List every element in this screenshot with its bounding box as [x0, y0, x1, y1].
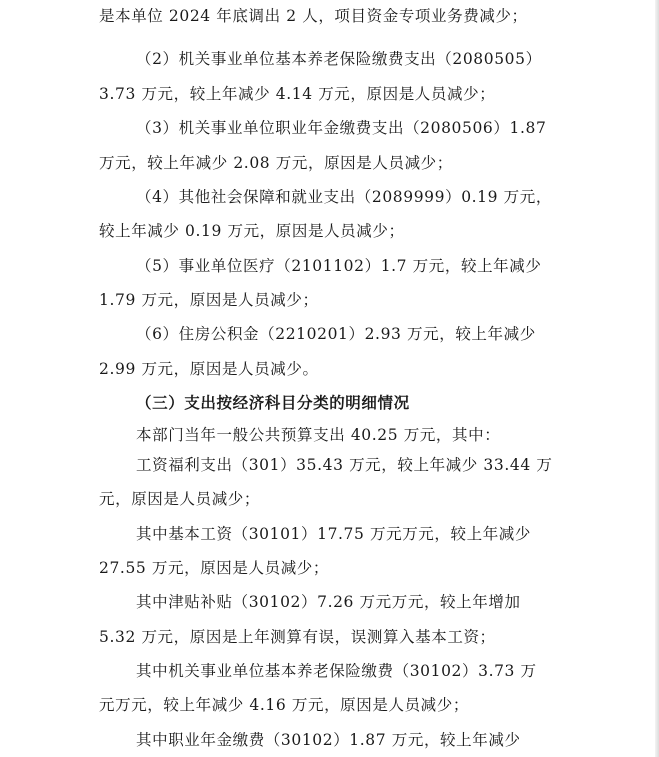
text-line: 其中机关事业单位基本养老保险缴费（30102）3.73 万	[136, 662, 537, 680]
text-line: 5.32 万元，原因是上年测算有误，误测算入基本工资；	[99, 628, 496, 646]
text-line: 其中基本工资（30101）17.75 万元万元，较上年减少	[136, 525, 532, 543]
text-line: 工资福利支出（301）35.43 万元，较上年减少 33.44 万	[136, 456, 553, 474]
text-line: 2.99 万元，原因是人员减少。	[99, 360, 319, 378]
text-line: 其中津贴补贴（30102）7.26 万元万元，较上年增加	[136, 593, 521, 611]
text-line: 1.79 万元，原因是人员减少；	[99, 291, 319, 309]
section-heading: （三）支出按经济科目分类的明细情况	[136, 393, 410, 412]
text-line: 元万元，较上年减少 4.16 万元，原因是人员减少；	[99, 696, 469, 714]
text-line: （3）机关事业单位职业年金缴费支出（2080506）1.87	[136, 119, 547, 137]
text-line: 元，原因是人员减少；	[99, 490, 261, 508]
text-line: 万元，较上年减少 2.08 万元，原因是人员减少；	[99, 154, 453, 172]
page-edge-shadow	[655, 0, 659, 757]
text-line: （4）其他社会保障和就业支出（2089999）0.19 万元，	[136, 188, 552, 206]
text-line: （2）机关事业单位基本养老保险缴费支出（2080505）	[136, 50, 542, 68]
text-line: （6）住房公积金（2210201）2.93 万元，较上年减少	[136, 325, 536, 343]
text-line: （5）事业单位医疗（2101102）1.7 万元，较上年减少	[136, 257, 542, 275]
text-line: 27.55 万元，原因是人员减少；	[99, 559, 330, 577]
text-line: 3.73 万元，较上年减少 4.14 万元，原因是人员减少；	[99, 85, 496, 103]
text-line: 较上年减少 0.19 万元，原因是人员减少；	[99, 222, 405, 240]
text-line: 是本单位 2024 年底调出 2 人，项目资金专项业务费减少；	[99, 7, 528, 25]
text-line: 本部门当年一般公共预算支出 40.25 万元，其中：	[136, 426, 501, 444]
text-line: 其中职业年金缴费（30102）1.87 万元，较上年减少	[136, 731, 521, 749]
